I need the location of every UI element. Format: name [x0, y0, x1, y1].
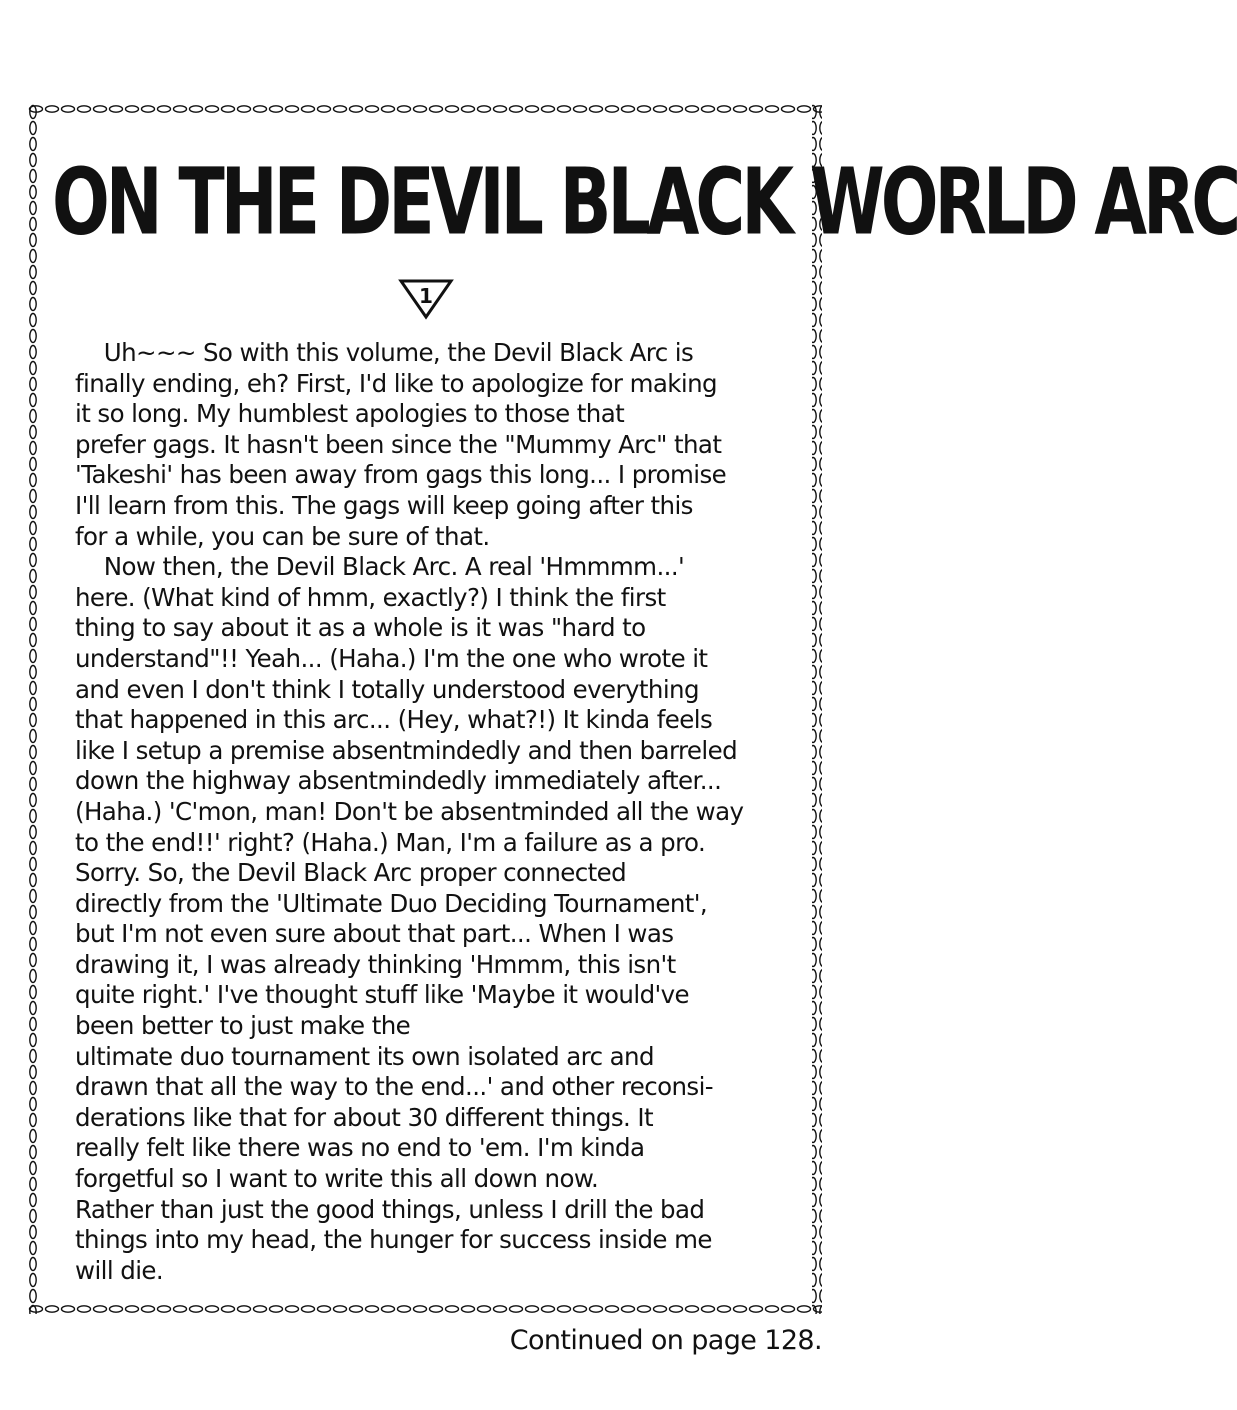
- body-line: directly from the 'Ultimate Duo Deciding Tournament',: [75, 888, 708, 918]
- body-line: prefer gags. It hasn't been since the "Mummy Arc" that: [75, 429, 722, 459]
- body-line: ultimate duo tournament its own isolated arc and: [75, 1041, 654, 1071]
- body-line: Rather than just the good things, unless I drill the bad: [75, 1194, 705, 1224]
- body-line: it so long. My humblest apologies to those that: [75, 399, 625, 429]
- body-line: understand"!! Yeah... (Haha.) I'm the one who wrote it: [75, 643, 708, 673]
- body-line: Now then, the Devil Black Arc. A real 'Hmmmm...': [75, 552, 685, 582]
- body-line: that happened in this arc... (Hey, what?!) It kinda feels: [75, 705, 713, 735]
- body-line: Uh~~~ So with this volume, the Devil Black Arc is: [75, 338, 694, 367]
- body-line: been better to just make the: [75, 1011, 411, 1041]
- body-line: and even I don't think I totally understood everything: [75, 674, 699, 704]
- continued-note: Continued on page 128.: [509, 1325, 822, 1356]
- body-line: I'll learn from this. The gags will keep going after this: [75, 490, 693, 520]
- body-line: (Haha.) 'C'mon, man! Don't be absentminded all the way: [75, 796, 744, 826]
- body-line: drawing it, I was already thinking 'Hmmm, this isn't: [75, 949, 676, 979]
- page-title: ON THE DEVIL BLACK WORLD ARC: [52, 150, 1237, 257]
- body-line: thing to say about it as a whole is it was "hard to: [75, 613, 646, 643]
- body-line: forgetful so I want to write this all down now.: [75, 1164, 599, 1194]
- body-line: finally ending, eh? First, I'd like to apologize for making: [75, 368, 717, 398]
- body-line: will die.: [75, 1255, 164, 1285]
- section-number: 1: [419, 284, 433, 308]
- body-line: 'Takeshi' has been away from gags this long... I promise: [75, 460, 727, 490]
- body-line: Sorry. So, the Devil Black Arc proper connected: [75, 858, 627, 888]
- body-line: to the end!!' right? (Haha.) Man, I'm a failure as a pro.: [75, 827, 706, 857]
- body-line: things into my head, the hunger for success inside me: [75, 1225, 712, 1255]
- body-line: derations like that for about 30 different things. It: [75, 1102, 654, 1132]
- body-line: really felt like there was no end to 'em. I'm kinda: [75, 1133, 645, 1163]
- body-line: but I'm not even sure about that part... When I was: [75, 919, 674, 949]
- body-line: here. (What kind of hmm, exactly?) I think the first: [75, 582, 666, 612]
- body-line: like I setup a premise absentmindedly and then barreled: [75, 735, 738, 765]
- body-text: [75, 338, 795, 1286]
- body-line: for a while, you can be sure of that.: [75, 521, 490, 551]
- body-line: drawn that all the way to the end...' and other reconsi-: [75, 1072, 714, 1102]
- section-number-badge: [398, 278, 454, 320]
- body-line: down the highway absentmindedly immediately after...: [75, 766, 722, 796]
- body-line: quite right.' I've thought stuff like 'Maybe it would've: [75, 980, 690, 1010]
